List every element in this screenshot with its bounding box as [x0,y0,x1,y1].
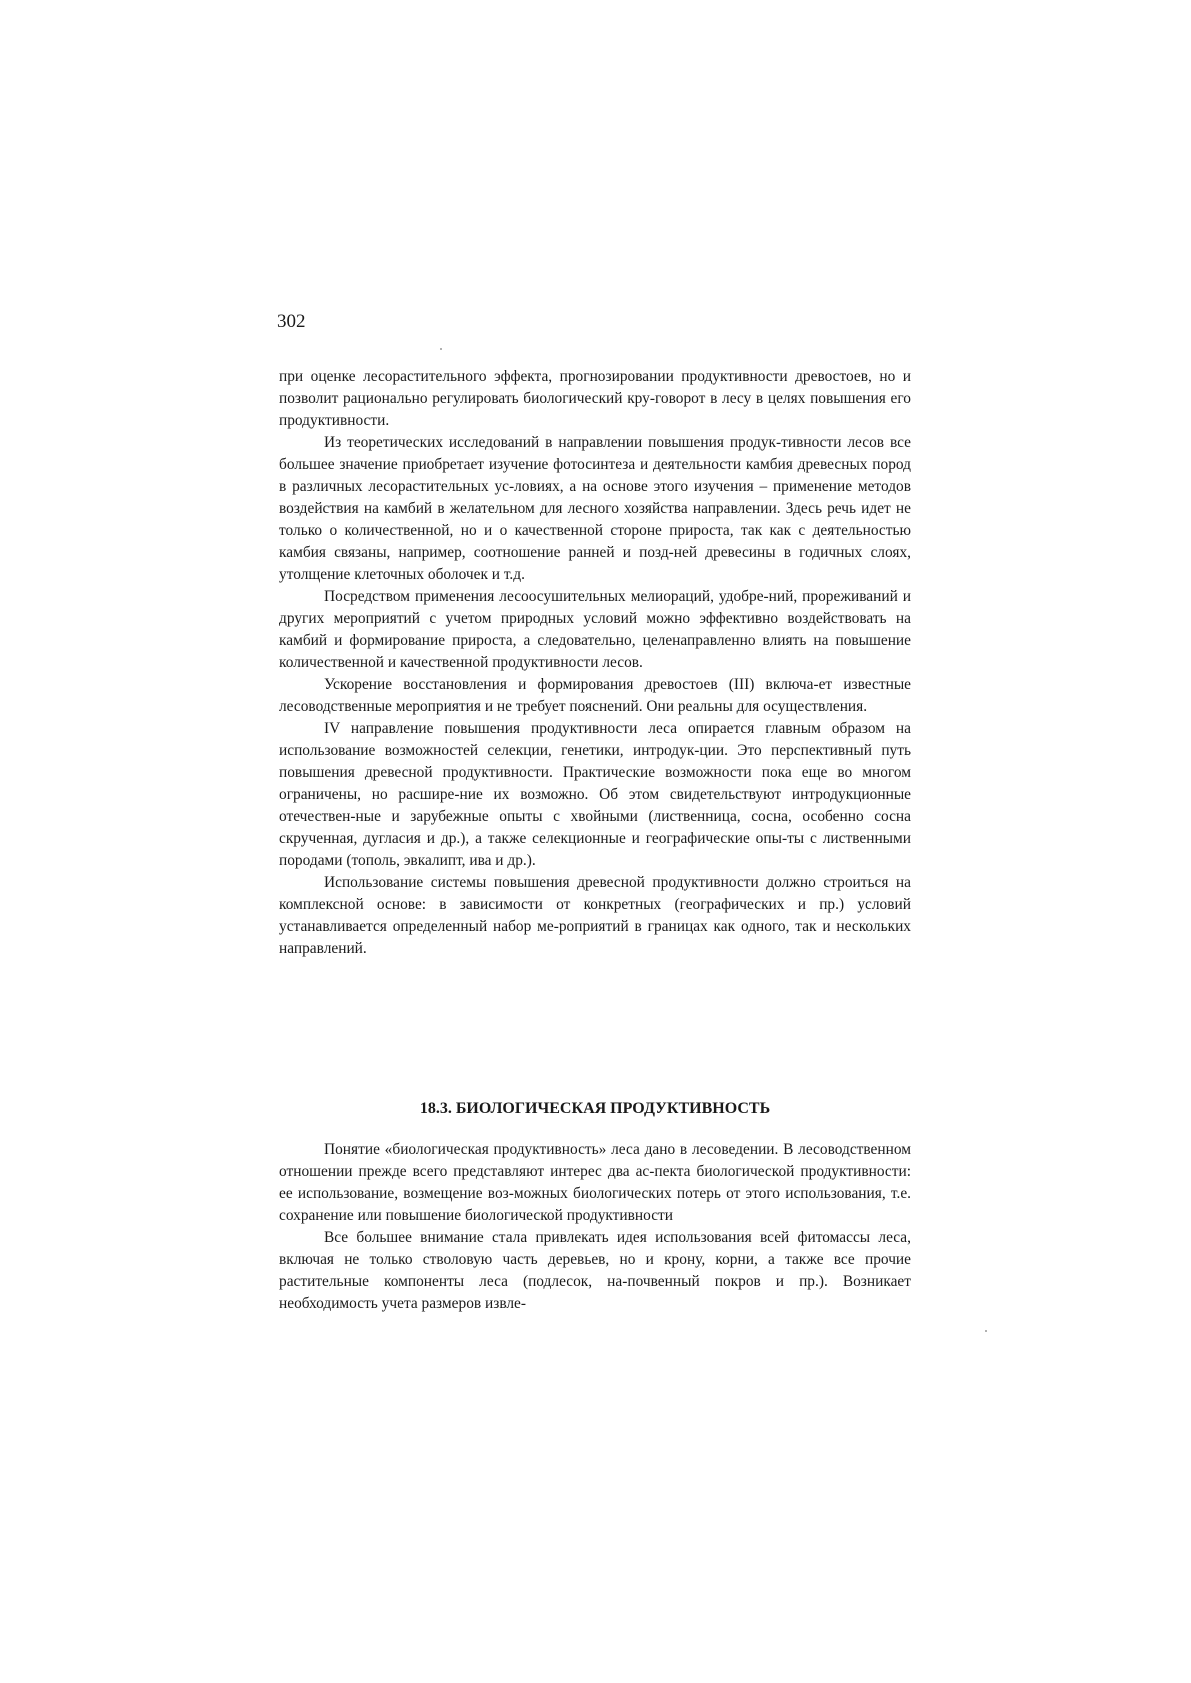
paragraph: Посредством применения лесоосушительных мелиораций, удобре-ний, прореживаний и других мероприятий с учетом природных условий можно эффективно воздействовать на камбий и формирование прироста, а следовательно, целенаправленно влиять на повышение количественной и качественной продуктивности лесов. [279,588,911,671]
paragraph: при оценке лесорастительного эффекта, прогнозировании продуктивности древостоев, но и позволит рационально регулировать биологический кру-говорот в лесу в целях повышения его продуктивности. [279,368,911,429]
body-text-upper [279,366,911,960]
paragraph: Из теоретических исследований в направлении повышения продук-тивности лесов все большее значение приобретает изучение фотосинтеза и деятельности камбия древесных пород в различных лесорастительных ус-ловиях, а на основе этого изучения – применение методов воздействия на камбий в желательном для лесного хозяйства направлении. Здесь речь идет не только о количественной, но и о качественной стороне прироста, так как с деятельностью камбия связаны, например, соотношение ранней и позд-ней древесины в годичных слоях, утолщение клеточных оболочек и т.д. [279,434,911,583]
paragraph: Понятие «биологическая продуктивность» леса дано в лесоведении. В лесоводственном отношении прежде всего представляют интерес два ас-пекта биологической продуктивности: ее использование, возмещение воз-можных биологических потерь от этого использования, т.е. сохранение или повышение биологической продуктивности [279,1141,911,1224]
body-text-lower [279,1139,911,1315]
section-heading: 18.3. БИОЛОГИЧЕСКАЯ ПРОДУКТИВНОСТЬ [419,1100,771,1117]
scan-speck [440,348,442,350]
paragraph: Ускорение восстановления и формирования древостоев (III) включа-ет известные лесоводственные мероприятия и не требует пояснений. Они реальны для осуществления. [279,676,911,715]
scan-speck [985,1330,987,1332]
paragraph: IV направление повышения продуктивности леса опирается главным образом на использование возможностей селекции, генетики, интродук-ции. Это перспективный путь повышения древесной продуктивности. Практические возможности пока еще во многом ограничены, но расшире-ние их возможно. Об этом свидетельствуют интродукционные отечествен-ные и зарубежные опыты с хвойными (лиственница, сосна, особенно сосна скрученная, дугласия и др.), а также селекционные и географические опы-ты с лиственными породами (тополь, эвкалипт, ива и др.). [279,720,911,869]
paragraph: Использование системы повышения древесной продуктивности должно строиться на комплексной основе: в зависимости от конкретных (географических и пр.) условий устанавливается определенный набор ме-роприятий в границах как одного, так и нескольких направлений. [279,874,911,957]
paragraph: Все большее внимание стала привлекать идея использования всей фитомассы леса, включая не только стволовую часть деревьев, но и крону, корни, а также все прочие растительные компоненты леса (подлесок, на-почвенный покров и пр.). Возникает необходимость учета размеров извле- [279,1229,911,1312]
page-number: 302 [277,311,306,332]
